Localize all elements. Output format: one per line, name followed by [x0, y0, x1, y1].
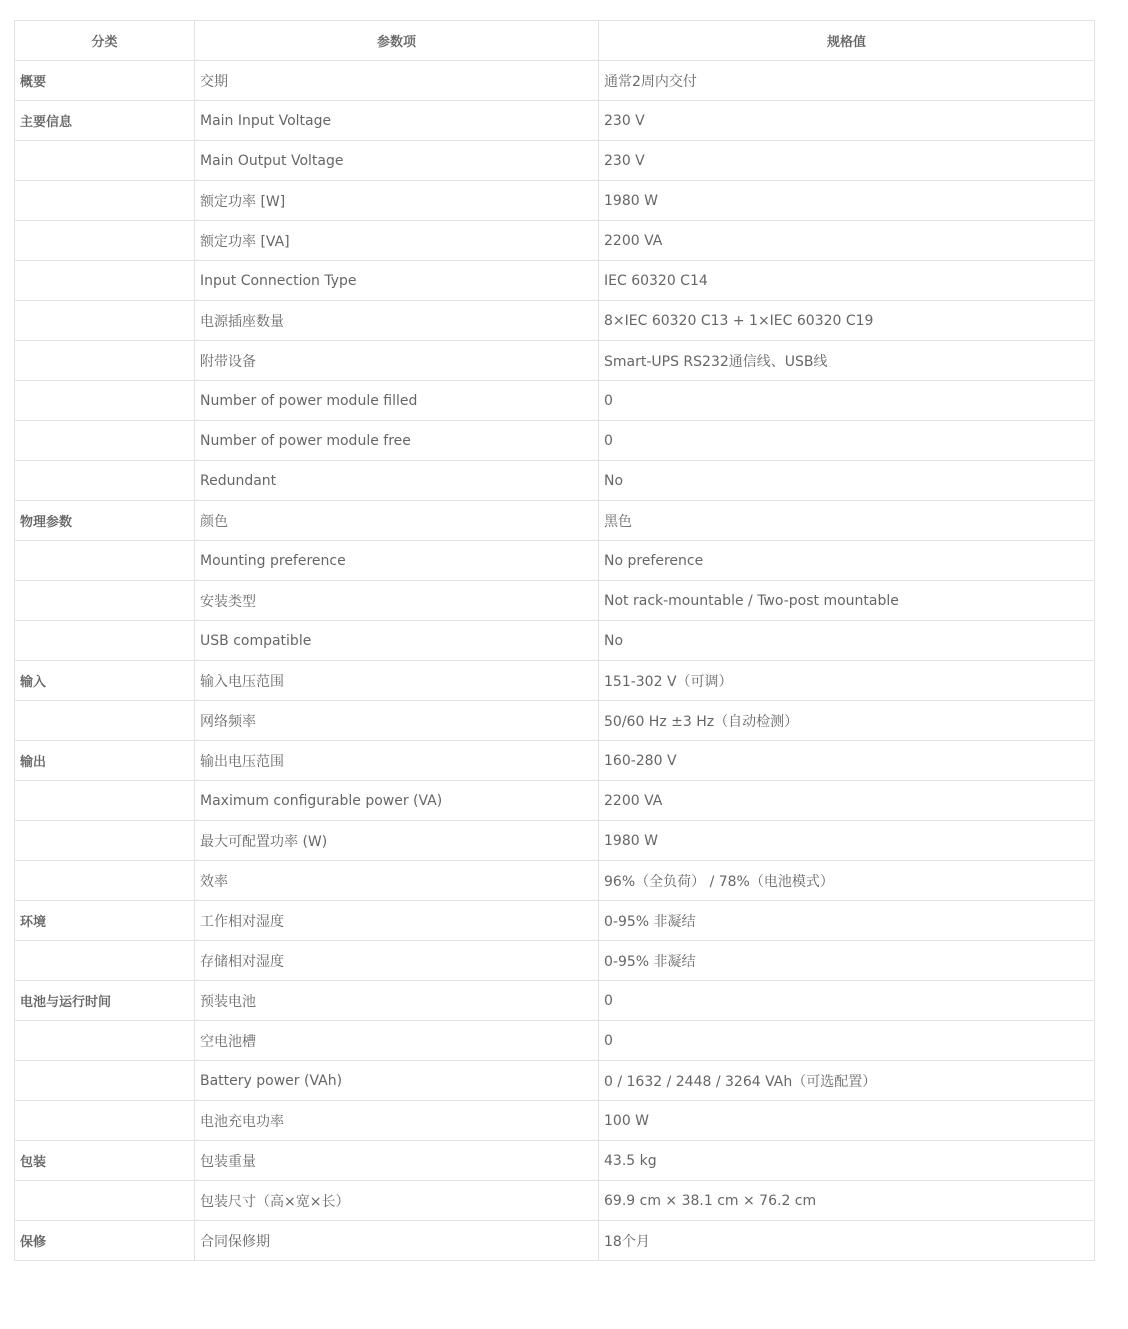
row-value: 1980 W: [599, 821, 1095, 861]
row-value: 0: [599, 381, 1095, 421]
row-parameter: 电池充电功率: [195, 1101, 599, 1141]
table-row: [15, 781, 1095, 821]
row-parameter: 额定功率 [VA]: [195, 221, 599, 261]
row-category: 环境: [15, 901, 195, 941]
table-row: [15, 181, 1095, 221]
row-category: [15, 341, 195, 381]
row-category: [15, 581, 195, 621]
row-value: 96%（全负荷） / 78%（电池模式）: [599, 861, 1095, 901]
row-category: [15, 381, 195, 421]
table-row: [15, 341, 1095, 381]
spec-table-header: [15, 21, 1095, 61]
row-parameter: Mounting preference: [195, 541, 599, 581]
row-category: 主要信息: [15, 101, 195, 141]
row-parameter: 包装尺寸（高×宽×长）: [195, 1181, 599, 1221]
row-category: [15, 221, 195, 261]
row-value: 69.9 cm × 38.1 cm × 76.2 cm: [599, 1181, 1095, 1221]
row-category: 电池与运行时间: [15, 981, 195, 1021]
row-parameter: 最大可配置功率 (W): [195, 821, 599, 861]
row-value: 0-95% 非凝结: [599, 901, 1095, 941]
row-parameter: Main Output Voltage: [195, 141, 599, 181]
table-row: [15, 1181, 1095, 1221]
table-row: [15, 661, 1095, 701]
row-category: [15, 781, 195, 821]
row-parameter: Battery power (VAh): [195, 1061, 599, 1101]
row-parameter: 空电池槽: [195, 1021, 599, 1061]
row-parameter: 颜色: [195, 501, 599, 541]
row-category: 概要: [15, 61, 195, 101]
row-value: 2200 VA: [599, 221, 1095, 261]
row-value: Not rack-mountable / Two-post mountable: [599, 581, 1095, 621]
row-value: Smart-UPS RS232通信线、USB线: [599, 341, 1095, 381]
table-row: [15, 861, 1095, 901]
table-row: [15, 1021, 1095, 1061]
table-row: [15, 381, 1095, 421]
table-row: [15, 981, 1095, 1021]
table-row: [15, 941, 1095, 981]
table-row: [15, 621, 1095, 661]
row-parameter: Number of power module filled: [195, 381, 599, 421]
row-value: 18个月: [599, 1221, 1095, 1261]
table-row: [15, 901, 1095, 941]
row-value: 43.5 kg: [599, 1141, 1095, 1181]
row-parameter: 安装类型: [195, 581, 599, 621]
spec-table: [14, 20, 1095, 1261]
row-category: [15, 181, 195, 221]
header-value: 规格值: [599, 21, 1095, 61]
row-parameter: Maximum configurable power (VA): [195, 781, 599, 821]
row-category: [15, 541, 195, 581]
spec-table-body: [15, 61, 1095, 1261]
row-parameter: Redundant: [195, 461, 599, 501]
row-category: [15, 301, 195, 341]
row-value: 0 / 1632 / 2448 / 3264 VAh（可选配置）: [599, 1061, 1095, 1101]
row-value: 0: [599, 981, 1095, 1021]
row-value: 8×IEC 60320 C13 + 1×IEC 60320 C19: [599, 301, 1095, 341]
row-value: 151-302 V（可调）: [599, 661, 1095, 701]
table-row: [15, 61, 1095, 101]
table-row: [15, 141, 1095, 181]
table-row: [15, 821, 1095, 861]
row-parameter: Main Input Voltage: [195, 101, 599, 141]
row-parameter: USB compatible: [195, 621, 599, 661]
row-value: No preference: [599, 541, 1095, 581]
row-value: 230 V: [599, 141, 1095, 181]
row-category: [15, 1061, 195, 1101]
row-category: [15, 1021, 195, 1061]
row-parameter: 附带设备: [195, 341, 599, 381]
row-parameter: Number of power module free: [195, 421, 599, 461]
table-row: [15, 581, 1095, 621]
table-row: [15, 1141, 1095, 1181]
row-category: [15, 421, 195, 461]
row-parameter: 输入电压范围: [195, 661, 599, 701]
row-value: 0-95% 非凝结: [599, 941, 1095, 981]
row-category: 输入: [15, 661, 195, 701]
row-parameter: 输出电压范围: [195, 741, 599, 781]
table-row: [15, 261, 1095, 301]
row-value: 1980 W: [599, 181, 1095, 221]
table-row: [15, 1061, 1095, 1101]
header-parameter: 参数项: [195, 21, 599, 61]
row-category: [15, 261, 195, 301]
row-parameter: 预装电池: [195, 981, 599, 1021]
row-category: 包装: [15, 1141, 195, 1181]
table-row: [15, 1101, 1095, 1141]
row-category: [15, 1101, 195, 1141]
row-value: 230 V: [599, 101, 1095, 141]
row-value: 通常2周内交付: [599, 61, 1095, 101]
table-row: [15, 461, 1095, 501]
row-category: 保修: [15, 1221, 195, 1261]
table-row: [15, 101, 1095, 141]
row-parameter: 包装重量: [195, 1141, 599, 1181]
table-row: [15, 701, 1095, 741]
row-value: 160-280 V: [599, 741, 1095, 781]
table-row: [15, 421, 1095, 461]
row-parameter: Input Connection Type: [195, 261, 599, 301]
row-parameter: 额定功率 [W]: [195, 181, 599, 221]
row-parameter: 存储相对湿度: [195, 941, 599, 981]
row-category: [15, 1181, 195, 1221]
row-category: [15, 621, 195, 661]
row-value: 2200 VA: [599, 781, 1095, 821]
row-category: [15, 461, 195, 501]
row-value: No: [599, 621, 1095, 661]
row-category: [15, 141, 195, 181]
header-category: 分类: [15, 21, 195, 61]
row-parameter: 合同保修期: [195, 1221, 599, 1261]
row-value: IEC 60320 C14: [599, 261, 1095, 301]
table-row: [15, 741, 1095, 781]
header-row: [15, 21, 1095, 61]
row-parameter: 网络频率: [195, 701, 599, 741]
table-row: [15, 221, 1095, 261]
row-parameter: 电源插座数量: [195, 301, 599, 341]
row-category: [15, 861, 195, 901]
table-row: [15, 1221, 1095, 1261]
row-value: 0: [599, 421, 1095, 461]
row-category: 物理参数: [15, 501, 195, 541]
table-row: [15, 301, 1095, 341]
row-category: [15, 941, 195, 981]
row-parameter: 工作相对湿度: [195, 901, 599, 941]
row-value: 黑色: [599, 501, 1095, 541]
table-row: [15, 541, 1095, 581]
row-value: No: [599, 461, 1095, 501]
row-value: 0: [599, 1021, 1095, 1061]
row-parameter: 效率: [195, 861, 599, 901]
table-row: [15, 501, 1095, 541]
row-value: 100 W: [599, 1101, 1095, 1141]
row-category: 输出: [15, 741, 195, 781]
row-category: [15, 821, 195, 861]
row-parameter: 交期: [195, 61, 599, 101]
row-value: 50/60 Hz ±3 Hz（自动检测）: [599, 701, 1095, 741]
row-category: [15, 701, 195, 741]
